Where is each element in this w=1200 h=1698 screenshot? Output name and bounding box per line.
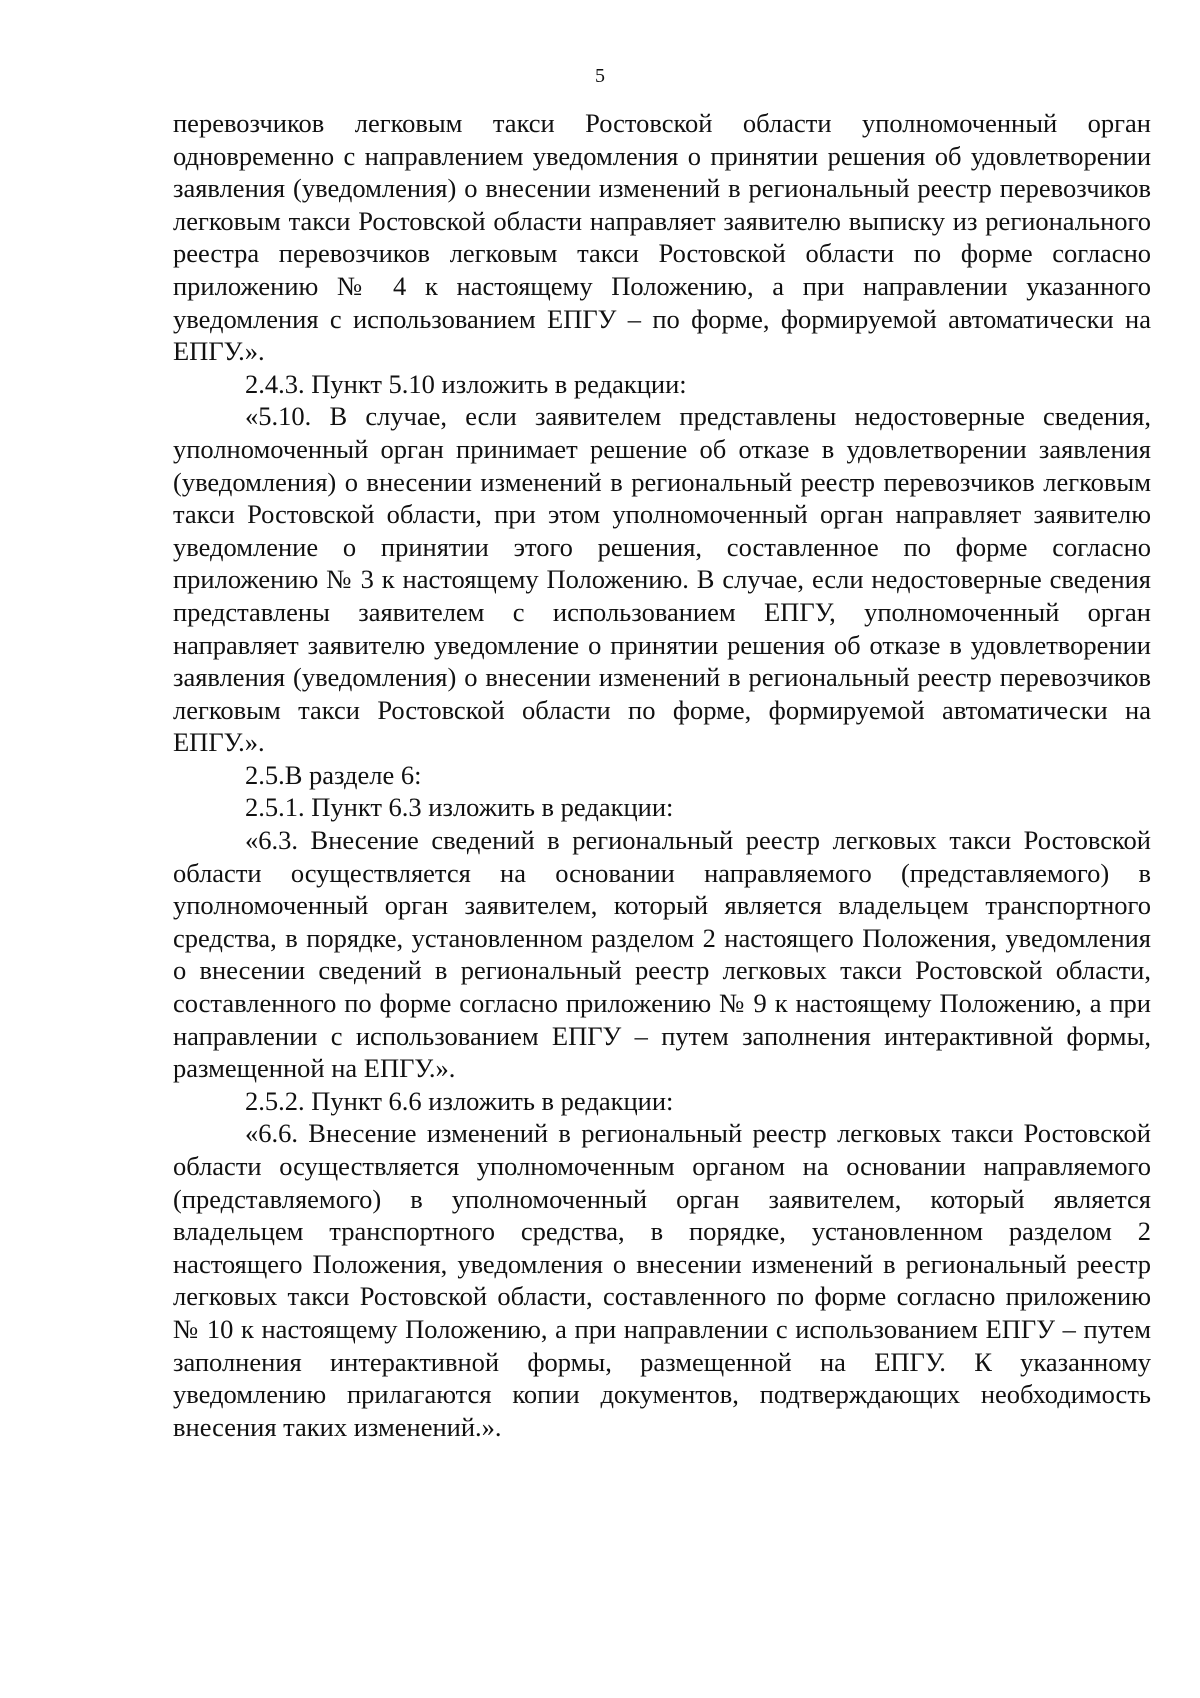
- paragraph-item-2-5: 2.5.В разделе 6:: [245, 759, 422, 790]
- paragraph-quote-6-3: «6.3. Внесение сведений в региональный реестр легковых такси Ростовской области осуществляется на основании направляемого (представляемого) в уполномоченный орган заявителем, который является владельцем транспортного средства, в порядке, установленном разделом 2 настоящего Положения, уведомления о внесении сведений в региональный реестр легковых такси Ростовской области, составленного по форме согласно приложению № 9 к настоящему Положению, а при направлении с использованием ЕПГУ – путем заполнения интерактивной формы, размещенной на ЕПГУ.».: [173, 825, 1151, 1084]
- document-body: [173, 107, 1151, 1443]
- paragraph-continuation: перевозчиков легковым такси Ростовской области уполномоченный орган одновременно с направлением уведомления о принятии решения об удовлетворении заявления (уведомления) о внесении изменений в региональный реестр перевозчиков легковым такси Ростовской области направляет заявителю выписку из регионального реестра перевозчиков легковым такси Ростовской области по форме согласно приложению № 4 к настоящему Положению, а при направлении указанного уведомления с использованием ЕПГУ – по форме, формируемой автоматически на ЕПГУ.».: [173, 108, 1151, 367]
- paragraph-item-2-4-3: 2.4.3. Пункт 5.10 изложить в редакции:: [245, 368, 687, 399]
- paragraph-item-2-5-1: 2.5.1. Пункт 6.3 изложить в редакции:: [245, 792, 674, 823]
- paragraph-item-2-5-2: 2.5.2. Пункт 6.6 изложить в редакции:: [245, 1085, 674, 1116]
- paragraph-quote-6-6: «6.6. Внесение изменений в региональный реестр легковых такси Ростовской области осуществляется уполномоченным органом на основании направляемого (представляемого) в уполномоченный орган заявителем, который является владельцем транспортного средства, в порядке, установленном разделом 2 настоящего Положения, уведомления о внесении изменений в региональный реестр легковых такси Ростовской области, составленного по форме согласно приложению № 10 к настоящему Положению, а при направлении с использованием ЕПГУ – путем заполнения интерактивной формы, размещенной на ЕПГУ. К указанному уведомлению прилагаются копии документов, подтверждающих необходимость внесения таких изменений.».: [173, 1118, 1151, 1442]
- page-number: 5: [595, 65, 605, 87]
- paragraph-quote-5-10: «5.10. В случае, если заявителем представлены недостоверные сведения, уполномоченный орган принимает решение об отказе в удовлетворении заявления (уведомления) о внесении изменений в региональный реестр перевозчиков легковым такси Ростовской области, при этом уполномоченный орган направляет заявителю уведомление о принятии этого решения, составленное по форме согласно приложению № 3 к настоящему Положению. В случае, если недостоверные сведения представлены заявителем с использованием ЕПГУ, уполномоченный орган направляет заявителю уведомление о принятии решения об отказе в удовлетворении заявления (уведомления) о внесении изменений в региональный реестр перевозчиков легковым такси Ростовской области по форме, формируемой автоматически на ЕПГУ.».: [173, 401, 1151, 758]
